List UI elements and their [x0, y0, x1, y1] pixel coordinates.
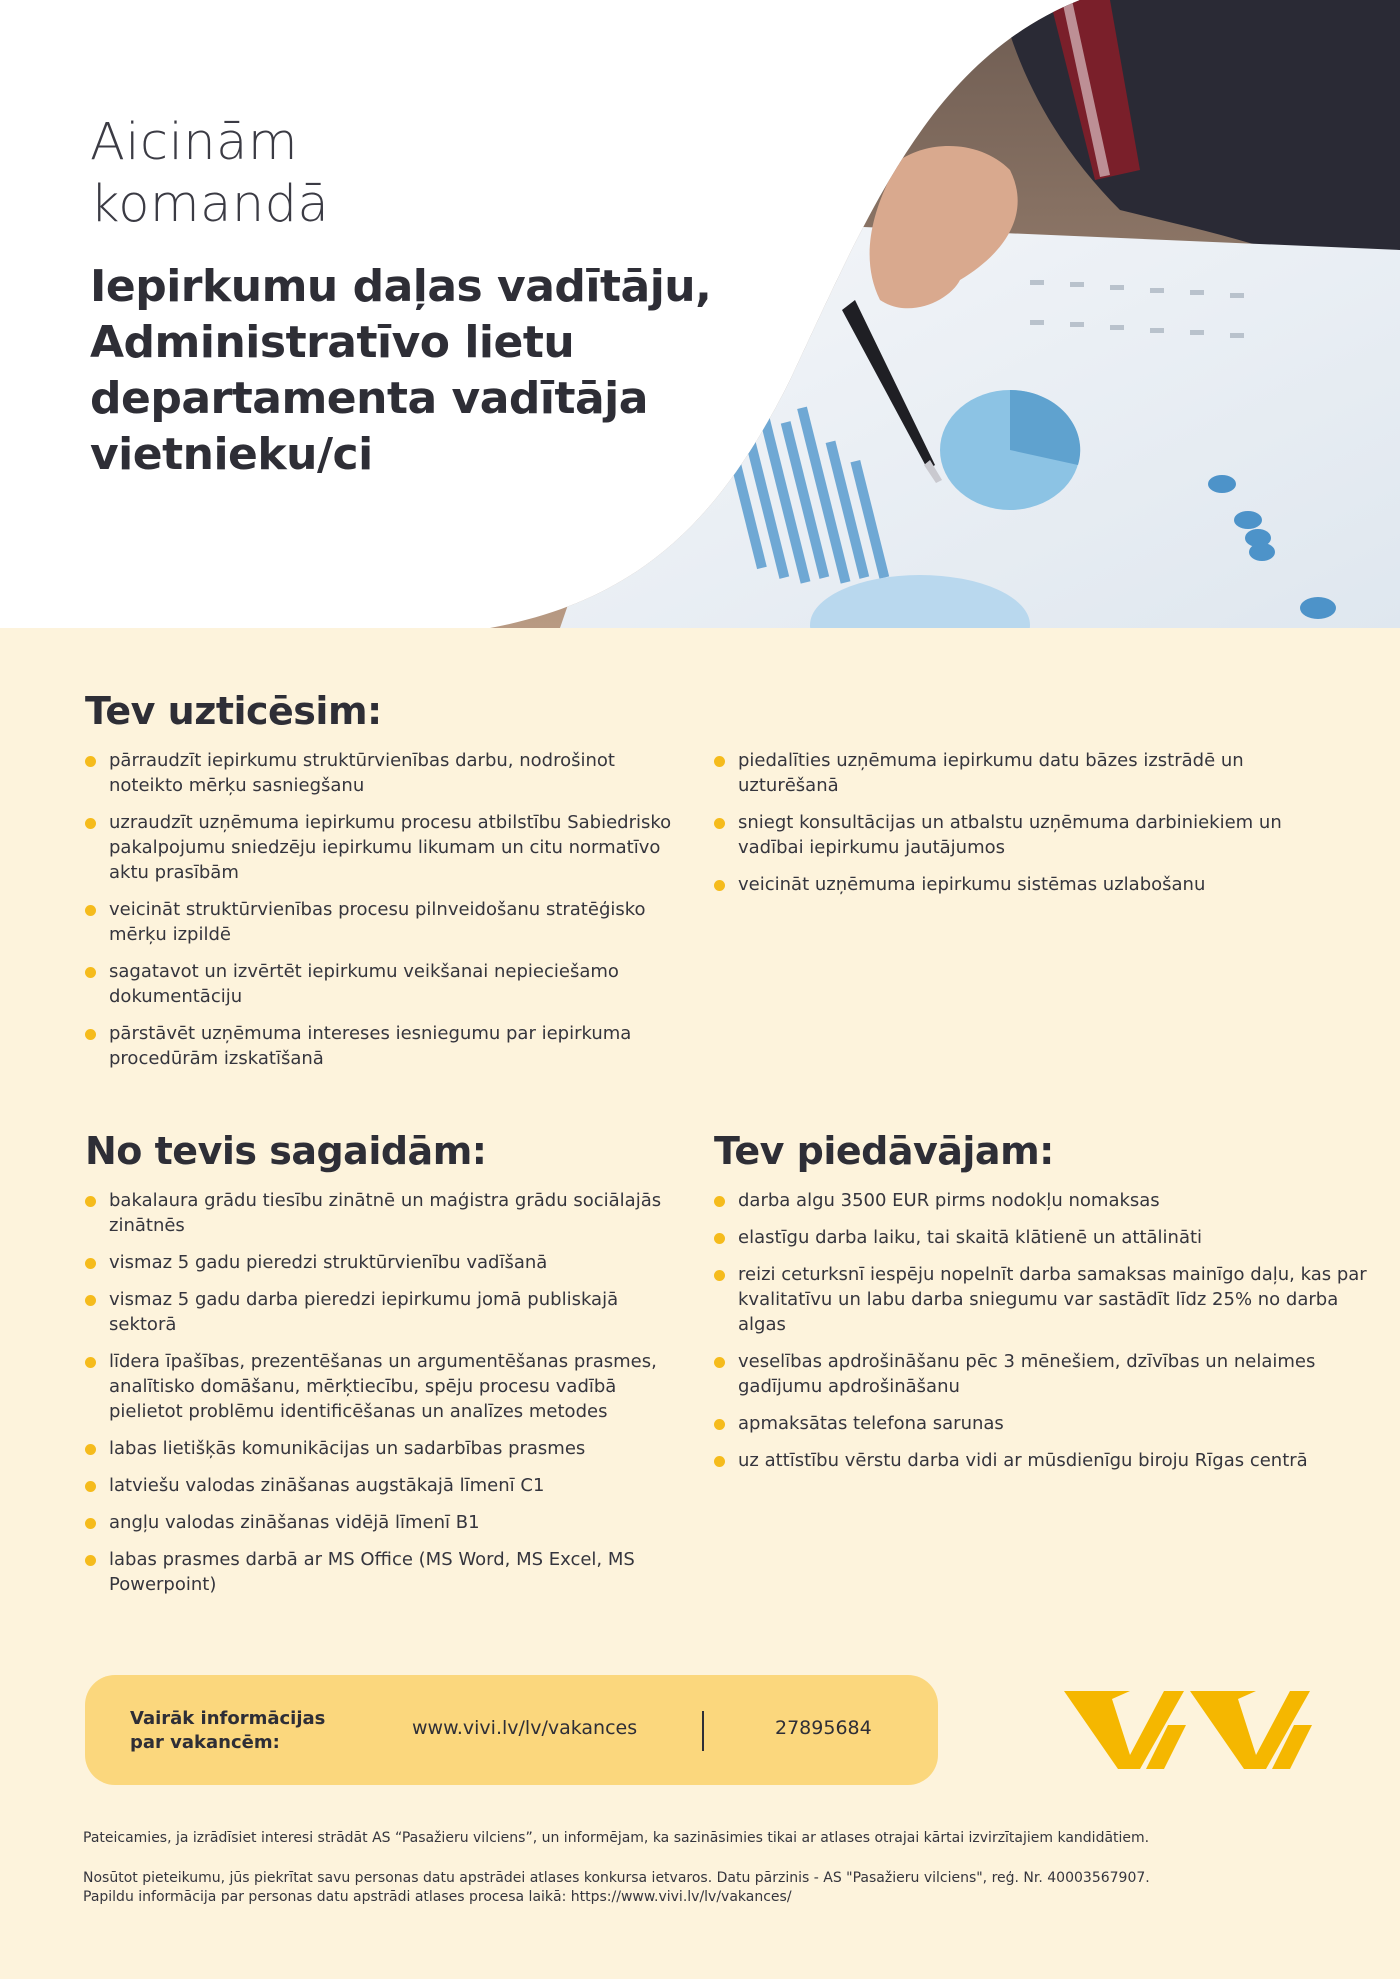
list-item: uz attīstību vērstu darba vidi ar mūsdienīgu biroju Rīgas centrā [714, 1448, 1374, 1473]
list-item: veicināt uzņēmuma iepirkumu sistēmas uzlabošanu [714, 872, 1314, 897]
responsibilities-list-left [85, 748, 685, 1071]
list-item: darba algu 3500 EUR pirms nodokļu nomaksas [714, 1188, 1374, 1213]
benefits-list [714, 1188, 1374, 1473]
contact-label [130, 1707, 350, 1755]
footer-note: Pateicamies, ja izrādīsiet interesi strādāt AS “Pasažieru vilciens”, un informējam, ka sazināsimies tikai ar atlases otrajai kārtai izvirzītajiem kandidātiem. [83, 1830, 1150, 1846]
hero-text-block [90, 112, 790, 483]
requirements-list [85, 1188, 685, 1597]
contact-label-line1: Vairāk informācijas [130, 1708, 326, 1729]
requirements-heading: No tevis sagaidām: [85, 1129, 487, 1173]
list-item: uzraudzīt uzņēmuma iepirkumu procesu atbilstību Sabiedrisko pakalpojumu sniedzēju iepirkumu likumam un citu normatīvo aktu prasībām [85, 810, 685, 885]
list-item: vismaz 5 gadu pieredzi struktūrvienību vadīšanā [85, 1250, 685, 1275]
list-item: labas lietišķās komunikācijas un sadarbības prasmes [85, 1436, 685, 1461]
contact-box [85, 1675, 938, 1785]
hero-invite-line2: komandā [90, 175, 330, 234]
job-title-line: Administratīvo lietu [90, 317, 575, 368]
footer-privacy-line2: Papildu informācija par personas datu apstrādi atlases procesa laikā: https://www.vivi.lv/lv/vakances/ [83, 1889, 792, 1905]
list-item: reizi ceturksnī iespēju nopelnīt darba samaksas mainīgo daļu, kas par kvalitatīvu un labu darba sniegumu var sastādīt līdz 25% no darba algas [714, 1262, 1374, 1337]
list-item: labas prasmes darbā ar MS Office (MS Word, MS Excel, MS Powerpoint) [85, 1547, 685, 1597]
list-item: sniegt konsultācijas un atbalstu uzņēmuma darbiniekiem un vadībai iepirkumu jautājumos [714, 810, 1314, 860]
responsibilities-right-column [714, 748, 1314, 909]
list-item: veicināt struktūrvienības procesu pilnveidošanu stratēģisko mērķu izpildē [85, 897, 685, 947]
hero-banner [0, 0, 1400, 628]
list-item: bakalaura grādu tiesību zinātnē un maģistra grādu sociālajās zinātnēs [85, 1188, 685, 1238]
vivi-logo [1060, 1685, 1320, 1775]
benefits-section [714, 1128, 1374, 1485]
list-item: pārstāvēt uzņēmuma intereses iesniegumu par iepirkuma procedūrām izskatīšanā [85, 1021, 685, 1071]
list-item: apmaksātas telefona sarunas [714, 1411, 1374, 1436]
list-item: latviešu valodas zināšanas augstākajā līmenī C1 [85, 1473, 685, 1498]
responsibilities-section [85, 688, 685, 1083]
requirements-section [85, 1128, 685, 1609]
job-title-line: vietnieku/ci [90, 429, 373, 480]
hero-invite-line1: Aicinām [90, 113, 299, 172]
footer-privacy-line1: Nosūtot pieteikumu, jūs piekrītat savu personas datu apstrādei atlases konkursa ietvaros. Datu pārzinis - AS "Pasažieru vilciens", reģ. Nr. 40003567907. [83, 1870, 1150, 1886]
responsibilities-heading: Tev uzticēsim: [85, 689, 382, 733]
list-item: līdera īpašības, prezentēšanas un argumentēšanas prasmes, analītisko domāšanu, mērķtiecību, spēju procesu vadībā pielietot problēmu identificēšanas un analīzes metodes [85, 1349, 685, 1424]
list-item: piedalīties uzņēmuma iepirkumu datu bāzes izstrādē un uzturēšanā [714, 748, 1314, 798]
contact-label-line2: par vakancēm: [130, 1732, 280, 1753]
contact-phone[interactable]: 27895684 [775, 1717, 872, 1739]
job-title-line: departamenta vadītāja [90, 373, 648, 424]
list-item: vismaz 5 gadu darba pieredzi iepirkumu jomā publiskajā sektorā [85, 1287, 685, 1337]
benefits-heading: Tev piedāvājam: [714, 1129, 1054, 1173]
job-title-line: Iepirkumu daļas vadītāju, [90, 261, 712, 312]
list-item: pārraudzīt iepirkumu struktūrvienības darbu, nodrošinot noteikto mērķu sasniegšanu [85, 748, 685, 798]
list-item: angļu valodas zināšanas vidējā līmenī B1 [85, 1510, 685, 1535]
responsibilities-list-right [714, 748, 1314, 897]
list-item: elastīgu darba laiku, tai skaitā klātienē un attālināti [714, 1225, 1374, 1250]
list-item: sagatavot un izvērtēt iepirkumu veikšanai nepieciešamo dokumentāciju [85, 959, 685, 1009]
list-item: veselības apdrošināšanu pēc 3 mēnešiem, dzīvības un nelaimes gadījumu apdrošināšanu [714, 1349, 1374, 1399]
contact-divider [702, 1711, 704, 1751]
job-title [90, 259, 790, 483]
vacancies-link[interactable]: www.vivi.lv/lv/vakances [412, 1717, 638, 1739]
